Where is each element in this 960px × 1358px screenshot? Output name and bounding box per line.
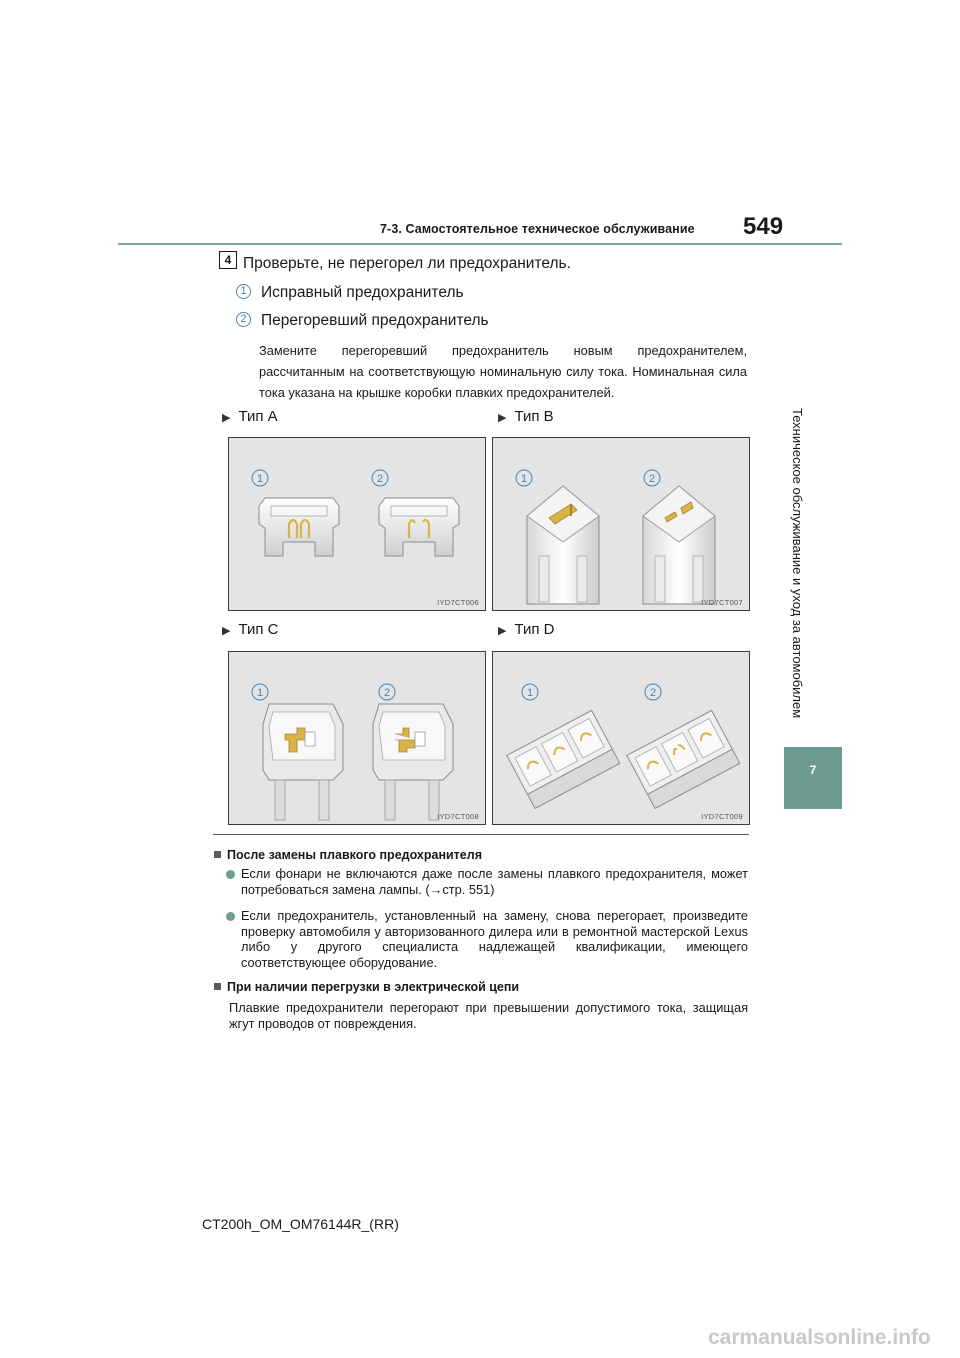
section-title: 7-3. Самостоятельное техническое обслуживание — [380, 222, 695, 236]
figure-code: IYD7CT008 — [437, 812, 479, 821]
box-fuse-illustration — [229, 652, 487, 826]
figure-label-type-d: ▶ Тип D — [498, 621, 555, 638]
document-code: CT200h_OM_OM76144R_(RR) — [202, 1216, 399, 1232]
step-instruction: Проверьте, не перегорел ли предохранитель. — [243, 255, 571, 272]
callout-1: 1 — [520, 473, 528, 485]
callout-1: 1 — [526, 687, 534, 699]
note-heading-after-replacement: После замены плавкого предохранителя — [214, 848, 482, 862]
item-number-1: 1 — [236, 284, 251, 299]
item-label-good-fuse: Исправный предохранитель — [261, 284, 464, 301]
bullet-dot-icon — [226, 912, 235, 921]
multi-fuse-illustration — [493, 652, 751, 826]
item-label-blown-fuse: Перегоревший предохранитель — [261, 312, 489, 329]
blade-fuse-illustration — [229, 438, 487, 612]
chapter-number: 7 — [809, 763, 817, 777]
figure-label-type-b: ▶ Тип B — [498, 408, 554, 425]
callout-1: 1 — [256, 473, 264, 485]
page-number: 549 — [743, 213, 784, 240]
figure-code: IYD7CT006 — [437, 598, 479, 607]
chapter-tab — [784, 747, 842, 809]
triangle-bullet-icon: ▶ — [222, 625, 231, 637]
triangle-bullet-icon: ▶ — [498, 412, 507, 424]
note-bullet-dealer: Если предохранитель, установленный на замену, снова перегорает, произведите проверку автомобиля у авторизованного дилера или в ремонтной мастерской Lexus либо у другого специалиста надлежащей квалификации, имеющего соответствующее оборудование. — [241, 908, 748, 970]
note-bullet-lamp: Если фонари не включаются даже после замены плавкого предохранителя, может потребоваться замена лампы. (→стр. 551) — [241, 866, 748, 897]
figure-type-a — [228, 437, 486, 611]
figure-type-b — [492, 437, 750, 611]
callout-2: 2 — [376, 473, 384, 485]
header-divider — [118, 243, 842, 245]
replacement-paragraph: Замените перегоревший предохранитель новым предохранителем, рассчитанным на соответствующую номинальную силу тока. Номинальная сила тока указана на крышке коробки плавких предохранителей. — [259, 343, 747, 400]
step-number-badge: 4 — [219, 251, 237, 269]
square-bullet-icon — [214, 851, 221, 858]
notes-divider — [213, 834, 749, 835]
triangle-bullet-icon: ▶ — [498, 625, 507, 637]
bullet-dot-icon — [226, 870, 235, 879]
note-heading-overload: При наличии перегрузки в электрической цепи — [214, 980, 519, 994]
figure-code: IYD7CT009 — [701, 812, 743, 821]
figure-type-c — [228, 651, 486, 825]
callout-2: 2 — [649, 687, 657, 699]
callout-1: 1 — [256, 687, 264, 699]
item-number-2: 2 — [236, 312, 251, 327]
figure-label-type-c: ▶ Тип C — [222, 621, 279, 638]
note-overload-text: Плавкие предохранители перегорают при превышении допустимого тока, защищая жгут проводов от повреждения. — [229, 1000, 748, 1031]
triangle-bullet-icon: ▶ — [222, 412, 231, 424]
watermark: carmanualsonline.info — [708, 1326, 931, 1349]
figure-label-type-a: ▶ Тип A — [222, 408, 278, 425]
callout-2: 2 — [383, 687, 391, 699]
figure-code: IYD7CT007 — [701, 598, 743, 607]
callout-2: 2 — [648, 473, 656, 485]
figure-type-d — [492, 651, 750, 825]
cartridge-fuse-illustration — [493, 438, 751, 612]
square-bullet-icon — [214, 983, 221, 990]
chapter-side-title: Техническое обслуживание и уход за автомобилем — [790, 408, 805, 719]
